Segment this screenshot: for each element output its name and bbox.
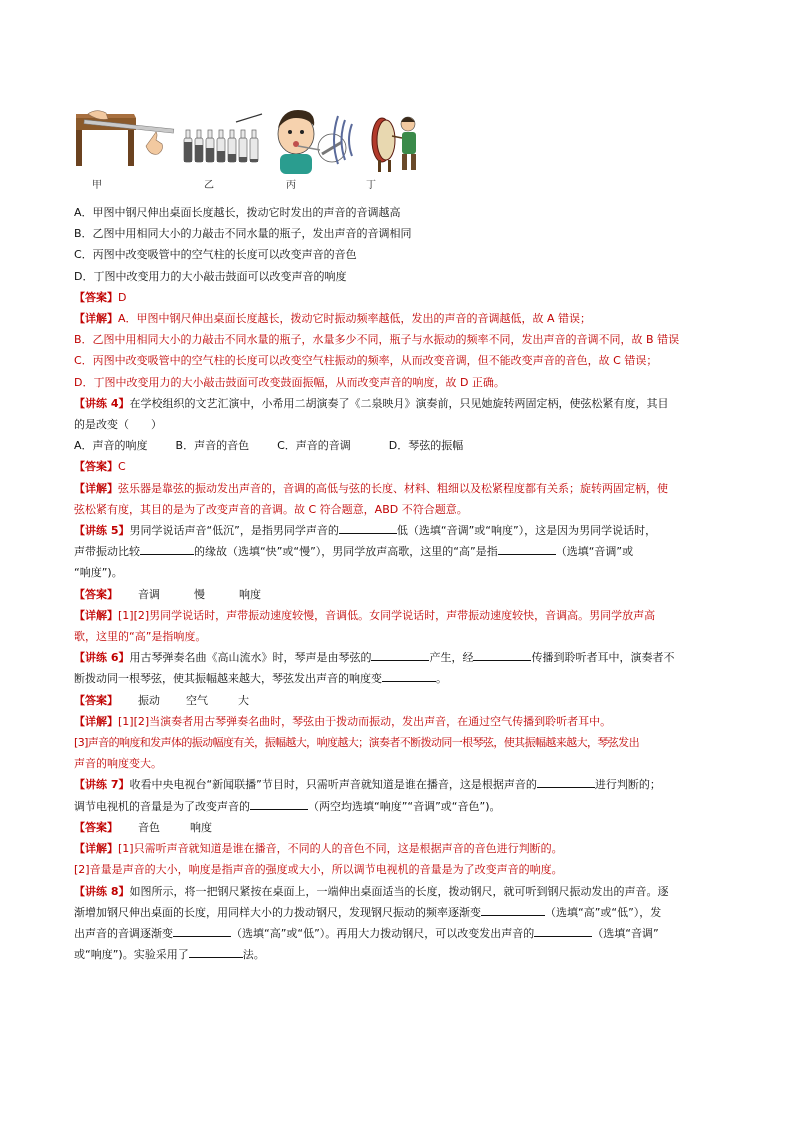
detail-tag: 【详解】	[74, 714, 118, 728]
question-text: 男同学说话声音“低沉”，是指男同学声音的	[129, 524, 339, 538]
question-text-row	[74, 902, 734, 923]
question-text: 。	[436, 672, 447, 686]
answer-value: 大	[238, 693, 249, 707]
answer-value: 响度	[239, 587, 261, 601]
question-text: 声带振动比较	[74, 545, 140, 559]
fill-blank[interactable]	[481, 903, 545, 916]
detail-line: B．乙图中用相同大小的力敲击不同水量的瓶子，水量多少不同，瓶子与水振动的频率不同，发出声音的音调不同，故 B 错误	[74, 333, 680, 347]
figure-label-jia: 甲	[92, 180, 102, 191]
ruler-table-figure	[76, 110, 188, 170]
detail-line: [1]只需听声音就知道是谁在播音，不同的人的音色不同，这是根据声音的音色进行判断的。	[118, 842, 563, 856]
answer-row	[74, 456, 734, 477]
answer-value: 空气	[186, 693, 208, 707]
options-row	[74, 435, 734, 456]
fill-blank[interactable]	[537, 775, 595, 788]
answer-tag: 【答案】	[74, 587, 118, 601]
answer-tag: 【答案】	[74, 290, 118, 304]
detail-row	[74, 308, 734, 329]
detail-tag: 【详解】	[74, 312, 118, 326]
detail-row	[74, 838, 734, 859]
question-text: 出声音的音调逐渐变	[74, 926, 173, 940]
answer-tag: 【答案】	[74, 820, 118, 834]
figure-label-bing: 丙	[286, 180, 296, 191]
detail-line: [1][2]当演奏者用古琴弹奏名曲时，琴弦由于拨动而振动，发出声音，在通过空气传播到聆听者耳中。	[118, 714, 612, 728]
detail-tag: 【详解】	[74, 842, 118, 856]
detail-line: [3]声音的响度和发声体的振动幅度有关，振幅越大，响度越大；演奏者不断拨动同一根琴弦，使其振幅越来越大，琴弦发出	[74, 736, 639, 750]
question-text-row	[74, 944, 734, 965]
question-text: 的缘故（选填“快”或“慢”），男同学放声高歌，这里的“高”是指	[194, 545, 498, 559]
question-text: （选填“音调”或	[555, 545, 634, 559]
fill-blank[interactable]	[534, 924, 592, 937]
answer-value: 慢	[194, 587, 205, 601]
detail-row	[74, 605, 734, 626]
option-c: C．声音的音调	[277, 439, 351, 453]
answer-row	[74, 690, 734, 711]
fill-blank[interactable]	[371, 648, 429, 661]
question-text: 的是改变（ ）	[74, 418, 162, 432]
figure-label-ding: 丁	[366, 180, 376, 191]
question-text-row	[74, 796, 734, 817]
question-text: 收看中央电视台“新闻联播”节目时，只需听声音就知道是谁在播音，这是根据声音的	[129, 778, 537, 792]
detail-line: 弦乐器是靠弦的振动发出声音的，音调的高低与弦的长度、材料、粗细以及松紧程度都有关系；旋转两固定柄，使	[118, 481, 668, 495]
question-tag: 【讲练 7】	[74, 778, 130, 792]
option-b: B．声音的音色	[175, 439, 250, 453]
answer-row	[74, 287, 734, 308]
question-text: 进行判断的；	[594, 778, 661, 792]
bottles-figure	[182, 110, 266, 170]
option-b: B．乙图中用相同大小的力敲击不同水量的瓶子，发出声音的音调相同	[74, 227, 412, 241]
question-4	[74, 393, 734, 414]
answer-value: 响度	[190, 820, 212, 834]
option-a: A．甲图中钢尺伸出桌面长度越长，拨动它时发出的声音的音调越高	[74, 206, 401, 219]
figure-strip	[76, 110, 436, 191]
detail-line: A．甲图中钢尺伸出桌面长度越长，拨动它时振动频率越低，发出的声音的音调越低，故 A 错误；	[118, 312, 592, 326]
detail-tag: 【详解】	[74, 481, 118, 495]
document-body	[74, 202, 734, 965]
question-text-row	[74, 668, 734, 689]
question-8	[74, 881, 734, 902]
answer-value: C	[118, 460, 126, 474]
question-5	[74, 520, 734, 541]
question-text: “音调”或“音色”)。	[407, 799, 501, 813]
question-7	[74, 774, 734, 795]
question-text: （选填“高”或“低”）。再用大力拨动钢尺，可以改变发出声音的	[231, 926, 535, 940]
question-6	[74, 647, 734, 668]
detail-line: 弦松紧有度，其目的是为了改变声音的音调。故 C 符合题意，ABD 不符合题意。	[74, 502, 468, 516]
fill-blank[interactable]	[189, 945, 243, 958]
answer-value: 音调	[138, 587, 160, 601]
answer-value: 振动	[138, 693, 160, 707]
question-text: 用古琴弹奏名曲《高山流水》时，琴声是由琴弦的	[129, 651, 372, 665]
question-text: （选填“高”或“低”），发	[545, 905, 662, 919]
question-text: 渐增加钢尺伸出桌面的长度，用同样大小的力拨动钢尺，发现钢尺振动的频率逐渐变	[74, 905, 481, 919]
option-c: C．丙图中改变吸管中的空气柱的长度可以改变声音的音色	[74, 248, 357, 262]
fill-blank[interactable]	[140, 542, 194, 555]
fill-blank[interactable]	[339, 521, 397, 534]
question-text-row	[74, 923, 734, 944]
answer-row	[74, 817, 734, 838]
question-text: 如图所示，将一把钢尺紧按在桌面上，一端伸出桌面适当的长度，拨动钢尺，就可听到钢尺振动发出的声音。逐	[129, 884, 669, 898]
question-text: 或“响度”)。实验采用了	[74, 948, 189, 962]
answer-tag: 【答案】	[74, 693, 118, 707]
answer-row	[74, 584, 734, 605]
question-text: 低（选填“音调”或“响度”），这是因为男同学说话时，	[396, 524, 657, 538]
question-text: 法。	[242, 948, 265, 962]
fill-blank[interactable]	[473, 648, 531, 661]
detail-line: [1][2]男同学说话时，声带振动速度较慢，音调低。女同学说话时，声带振动速度较快，音调高。男同学放声高	[118, 608, 656, 622]
question-text: 调节电视机的音量是为了改变声音的	[74, 799, 250, 813]
answer-tag: 【答案】	[74, 460, 118, 474]
detail-row	[74, 478, 734, 499]
fill-blank[interactable]	[498, 542, 556, 555]
question-text: 断拨动同一根琴弦，使其振幅越来越大，琴弦发出声音的响度变	[74, 672, 382, 686]
option-a: A．声音的响度	[74, 439, 148, 453]
detail-line: [2]音量是声音的大小，响度是指声音的强度或大小，所以调节电视机的音量是为了改变声音的响度。	[74, 863, 563, 877]
option-d: D．琴弦的振幅	[388, 439, 464, 453]
question-text: （两空均选填“响度”	[308, 799, 408, 813]
detail-line: 声音的响度变大。	[74, 757, 162, 771]
answer-value: 音色	[138, 820, 160, 834]
fill-blank[interactable]	[173, 924, 231, 937]
question-tag: 【讲练 5】	[74, 524, 130, 538]
fill-blank[interactable]	[382, 669, 436, 682]
drum-figure	[330, 110, 430, 172]
question-tag: 【讲练 6】	[74, 651, 130, 665]
question-tag: 【讲练 4】	[74, 396, 130, 410]
fill-blank[interactable]	[250, 797, 308, 810]
question-text: “响度”)。	[74, 566, 123, 580]
detail-tag: 【详解】	[74, 608, 118, 622]
question-text: （选填“音调”	[592, 926, 659, 940]
detail-line: 歌，这里的“高”是指响度。	[74, 630, 207, 644]
question-tag: 【讲练 8】	[74, 884, 130, 898]
question-text: 在学校组织的文艺汇演中，小希用二胡演奏了《二泉映月》演奏前，只见她旋转两固定柄，使弦松紧有度，其目	[129, 396, 669, 410]
figure-label-yi: 乙	[204, 180, 214, 191]
detail-row	[74, 711, 734, 732]
answer-value: D	[118, 290, 127, 304]
question-text-row	[74, 541, 734, 562]
question-text: 产生，经	[429, 651, 474, 665]
question-text: 传播到聆听者耳中，演奏者不	[531, 651, 675, 665]
detail-line: C．丙图中改变吸管中的空气柱的长度可以改变空气柱振动的频率，从而改变音调，但不能改变声音的音色，故 C 错误；	[74, 354, 658, 368]
option-d: D．丁图中改变用力的大小敲击鼓面可以改变声音的响度	[74, 269, 347, 283]
detail-line: D．丁图中改变用力的大小敲击鼓面可改变鼓面振幅，从而改变声音的响度，故 D 正确。	[74, 375, 505, 389]
